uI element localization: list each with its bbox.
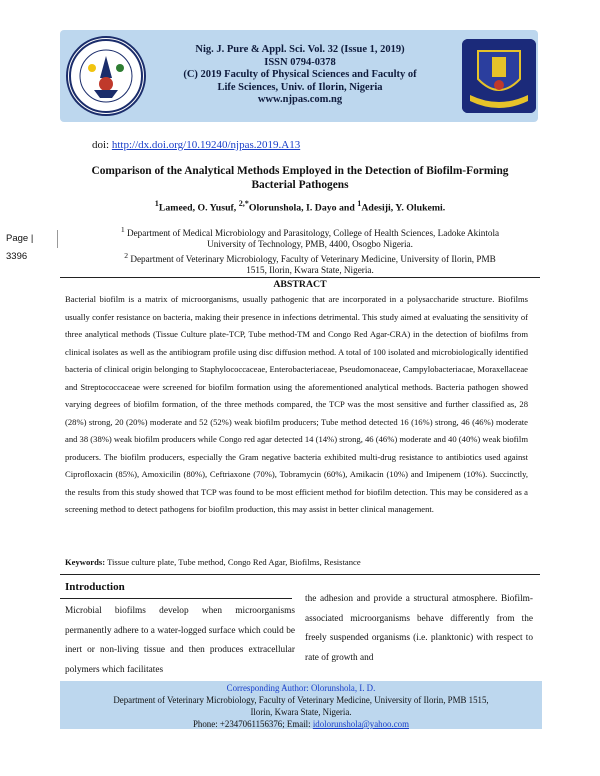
- author-list: [60, 199, 540, 213]
- abstract-heading: ABSTRACT: [60, 277, 540, 290]
- phone-number: +2347061156376: [219, 719, 283, 729]
- introduction-left-column: Microbial biofilms develop when microorganisms permanently adhere to a water-logged surface which could be inert or non-living tissue and then produces extracellular polymers which facilitates: [65, 606, 295, 675]
- author-sup: 2,*: [238, 199, 249, 208]
- affiliation-sup: 2: [124, 251, 129, 261]
- journal-issn: ISSN 0794-0378: [264, 56, 336, 68]
- abstract-text: Bacterial biofilm is a matrix of microorganisms, usually pathogenic that are incorporated in a polysaccharide structure. Biofilms usually confer resistance on bacteria, making their presence in infections detrimental. This study aimed at evaluating the sensitivity of three analytical methods (Tissue Culture plate-TCP, Tube method-TM and Congo Red Agar-CRA) in the detection of biofilms from clinical isolates as well as the antibiogram profile using disc diffusion method. A total of 100 isolated and microbiologically identified bacteria of clinical origin belonging to Staphylococcaceae, Enterobacteriaceae, Pseudomonaceae, Campylobacteriacae, Moraxellaceae and Streptococcaceae were screened for biofilm formation using the aforementioned analytical methods. Bacteria pathogen showed varying degrees of biofilm formation, of the three methods compared, the TCP was the most sensitive and further classified as, 28 (28%) strong, 20 (20%) moderate and 52 (52%) weak biofilm producers; Tube method detected 16 (16%) strong, 46 (46%) moderate and 38 (38%) weak biofilm producers while Congo red agar detected 14 (14%) strong, 46 (46%) moderate and 40 (40%) weak biofilm producers. The biofilm producers, especially the Gram negative bacteria exhibited multi-drug resistance to antibiotics used against Ciprofloxacin (85%), Amoxicilin (80%), Ceftriaxone (70%), Tobramycin (60%), Amikacin (10%) and Imipenem (10%). Succinctly, the results from this study showed that TCP was found to be most efficient method for biofilm detection. This may be considered as a screening method to detect pathogens for biofilm production, this may assist in better clinical management.: [65, 294, 528, 514]
- author-sup: 1: [357, 199, 362, 208]
- page-number: Page | 3396: [0, 230, 58, 248]
- affiliation-2: $^2$ Department of Veterinary Microbiology, Faculty of Veterinary Medicine, University of Ilorin, PMB 1515, Ilorin, Kwara State, Nigeria.: [124, 251, 496, 276]
- affiliation-1: $^1$ Department of Medical Microbiology and Parasitology, College of Health Sciences, Ladoke Akintola University of Technology, PMB, 4400, Osogbo Nigeria.: [120, 225, 500, 250]
- paper-title: Comparison of the Analytical Methods Employed in the Detection of Biofilm-Forming Bacterial Pathogens: [91, 165, 509, 191]
- university-crest: [462, 39, 536, 113]
- author-name: Adesiji, Y. Olukemi.: [361, 202, 446, 214]
- journal-citation: Nig. J. Pure & Appl. Sci. Vol. 32 (Issue 1, 2019): [195, 44, 405, 55]
- doi-link[interactable]: http://dx.doi.org/10.19240/njpas.2019.A13: [111, 139, 301, 151]
- author-name: Olorunshola, I. Dayo and: [248, 202, 358, 214]
- author-sup: 1: [154, 199, 159, 208]
- introduction-heading: Introduction: [65, 581, 125, 593]
- corresponding-address-cont: Ilorin, Kwara State, Nigeria.: [250, 707, 352, 717]
- introduction-right-column: the adhesion and provide a structural atmosphere. Biofilm-associated microorganisms behave differently from the freely suspended organisms (i.e. planktonic) with respect to rate of growth and: [305, 594, 533, 663]
- affiliations: [120, 224, 500, 276]
- doi-label: doi:: [92, 139, 112, 151]
- doi-line: [92, 139, 300, 151]
- email-link[interactable]: idolorunshola@yahoo.com: [312, 719, 409, 729]
- corresponding-author: Corresponding Author: Olorunshola, I. D.: [226, 683, 376, 693]
- keywords: [65, 557, 535, 567]
- journal-logo: [66, 36, 146, 116]
- section-divider: [60, 574, 540, 575]
- corresponding-address: Department of Veterinary Microbiology, Faculty of Veterinary Medicine, University of Ilorin, PMB 1515,: [113, 695, 489, 705]
- author-name: Lameed, O. Yusuf,: [158, 202, 239, 214]
- journal-copyright-cont: Life Sciences, Univ. of Ilorin, Nigeria: [217, 81, 383, 93]
- journal-header-text: [170, 44, 430, 107]
- introduction-underline: [60, 598, 292, 599]
- keywords-label: Keywords:: [65, 557, 106, 567]
- journal-copyright: (C) 2019 Faculty of Physical Sciences and Faculty of: [183, 69, 417, 80]
- journal-website: www.njpas.com.ng: [257, 94, 343, 105]
- contact-line: Phone: +2347061156376; Email: idolorunshola@yahoo.com: [193, 719, 409, 729]
- corresponding-author-footer: [60, 681, 542, 729]
- keywords-text: Tissue culture plate, Tube method, Congo Red Agar, Biofilms, Resistance: [105, 557, 361, 567]
- affiliation-sup: 1: [120, 225, 125, 234]
